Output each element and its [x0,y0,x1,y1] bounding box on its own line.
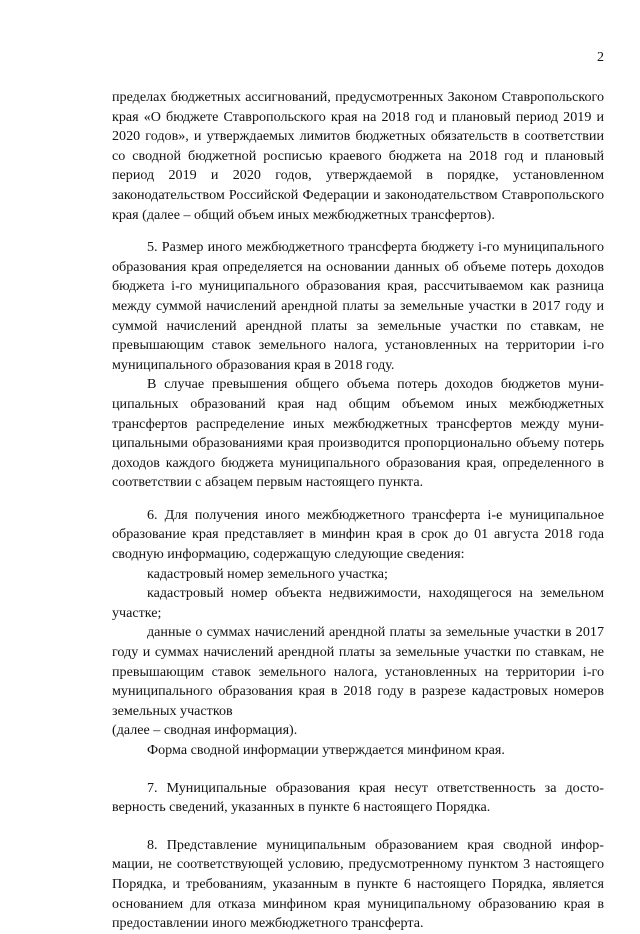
paragraph-cadastral-land: кадастровый номер земельного участка; [147,565,388,582]
paragraph-item-5-excess: В случае превышения общего объема потерь доходов бюджетов муниципальных образований края над общим объемом иных межбюджетных трансфертов распределение иных межбюджетных трансфертов между муниципальными образованиями края производится пропорционально объему потерь доходов каждого бюджета муниципального образования края, определенного в соответствии с абзацем первым настоящего пункта. [112,376,604,491]
paragraph-rent-data: данные о суммах начислений арендной платы за земельные участки в 2017 году и суммах начислений арендной платы за земельные участки по ставкам, не превышающим ставок земельного налога, установленных на территории i-го муниципального образования края в 2018 году в разрезе кадастровых номеров земельных участков [112,624,604,719]
paragraph-item-5: 5. Размер иного межбюджетного трансферта бюджету i-го муниципального образования края определяется на основании данных об объеме потерь доходов бюджета i-го муниципального образования края, рассчитываемом как разница между суммой начислений арендной платы за земельные участки в 2017 году и суммой начислений арендной платы за земельные участки по ставкам, не превышающим ставок земельного налога, установленных на территории i-го муниципального образования края в 2018 году. [112,239,604,373]
paragraph-item-6: 6. Для получения иного межбюджетного трансферта i-е муниципальное образование края представляет в минфин края в срок до 01 августа 2018 года сводную информацию, содержащую следующие сведения: [112,506,604,563]
paragraph-cadastral-object: кадастровый номер объекта недвижимости, находящегося на земельном участке; [112,585,604,621]
paragraph-summary-note: (далее – сводная информация). [112,722,298,739]
paragraph-budget-limits: пределах бюджетных ассигнований, предусмотренных Законом Ставропольского края «О бюджете Ставропольского края на 2018 год и плановый период 2019 и 2020 годов», и утверждаемых лимитов бюджетных обязательств в соответствии со сводной бюджетной росписью краевого бюджета на 2018 год и плановый период 2019 и 2020 годов, утверждаемой в порядке, установленном законодательством Российской Федерации и законодательством Ставропольского края (далее – общий объем иных межбюджетных трансфертов). [112,89,604,223]
paragraph-item-8: 8. Представление муниципальным образованием края сводной информации, не соответствующей условию, предусмотренному пунктом 3 настоящего Порядка, и требованиям, указанным в пункте 6 настоящего Порядка, является основанием для отказа минфином края муниципальному образованию края в предоставлении иного межбюджетного трансферта. [112,836,604,932]
paragraph-form-approval: Форма сводной информации утверждается минфином края. [147,742,505,758]
paragraph-item-7: 7. Муниципальные образования края несут ответственность за достоверность сведений, указанных в пункте 6 настоящего Порядка. [112,779,604,816]
page-number: 2 [597,50,604,65]
